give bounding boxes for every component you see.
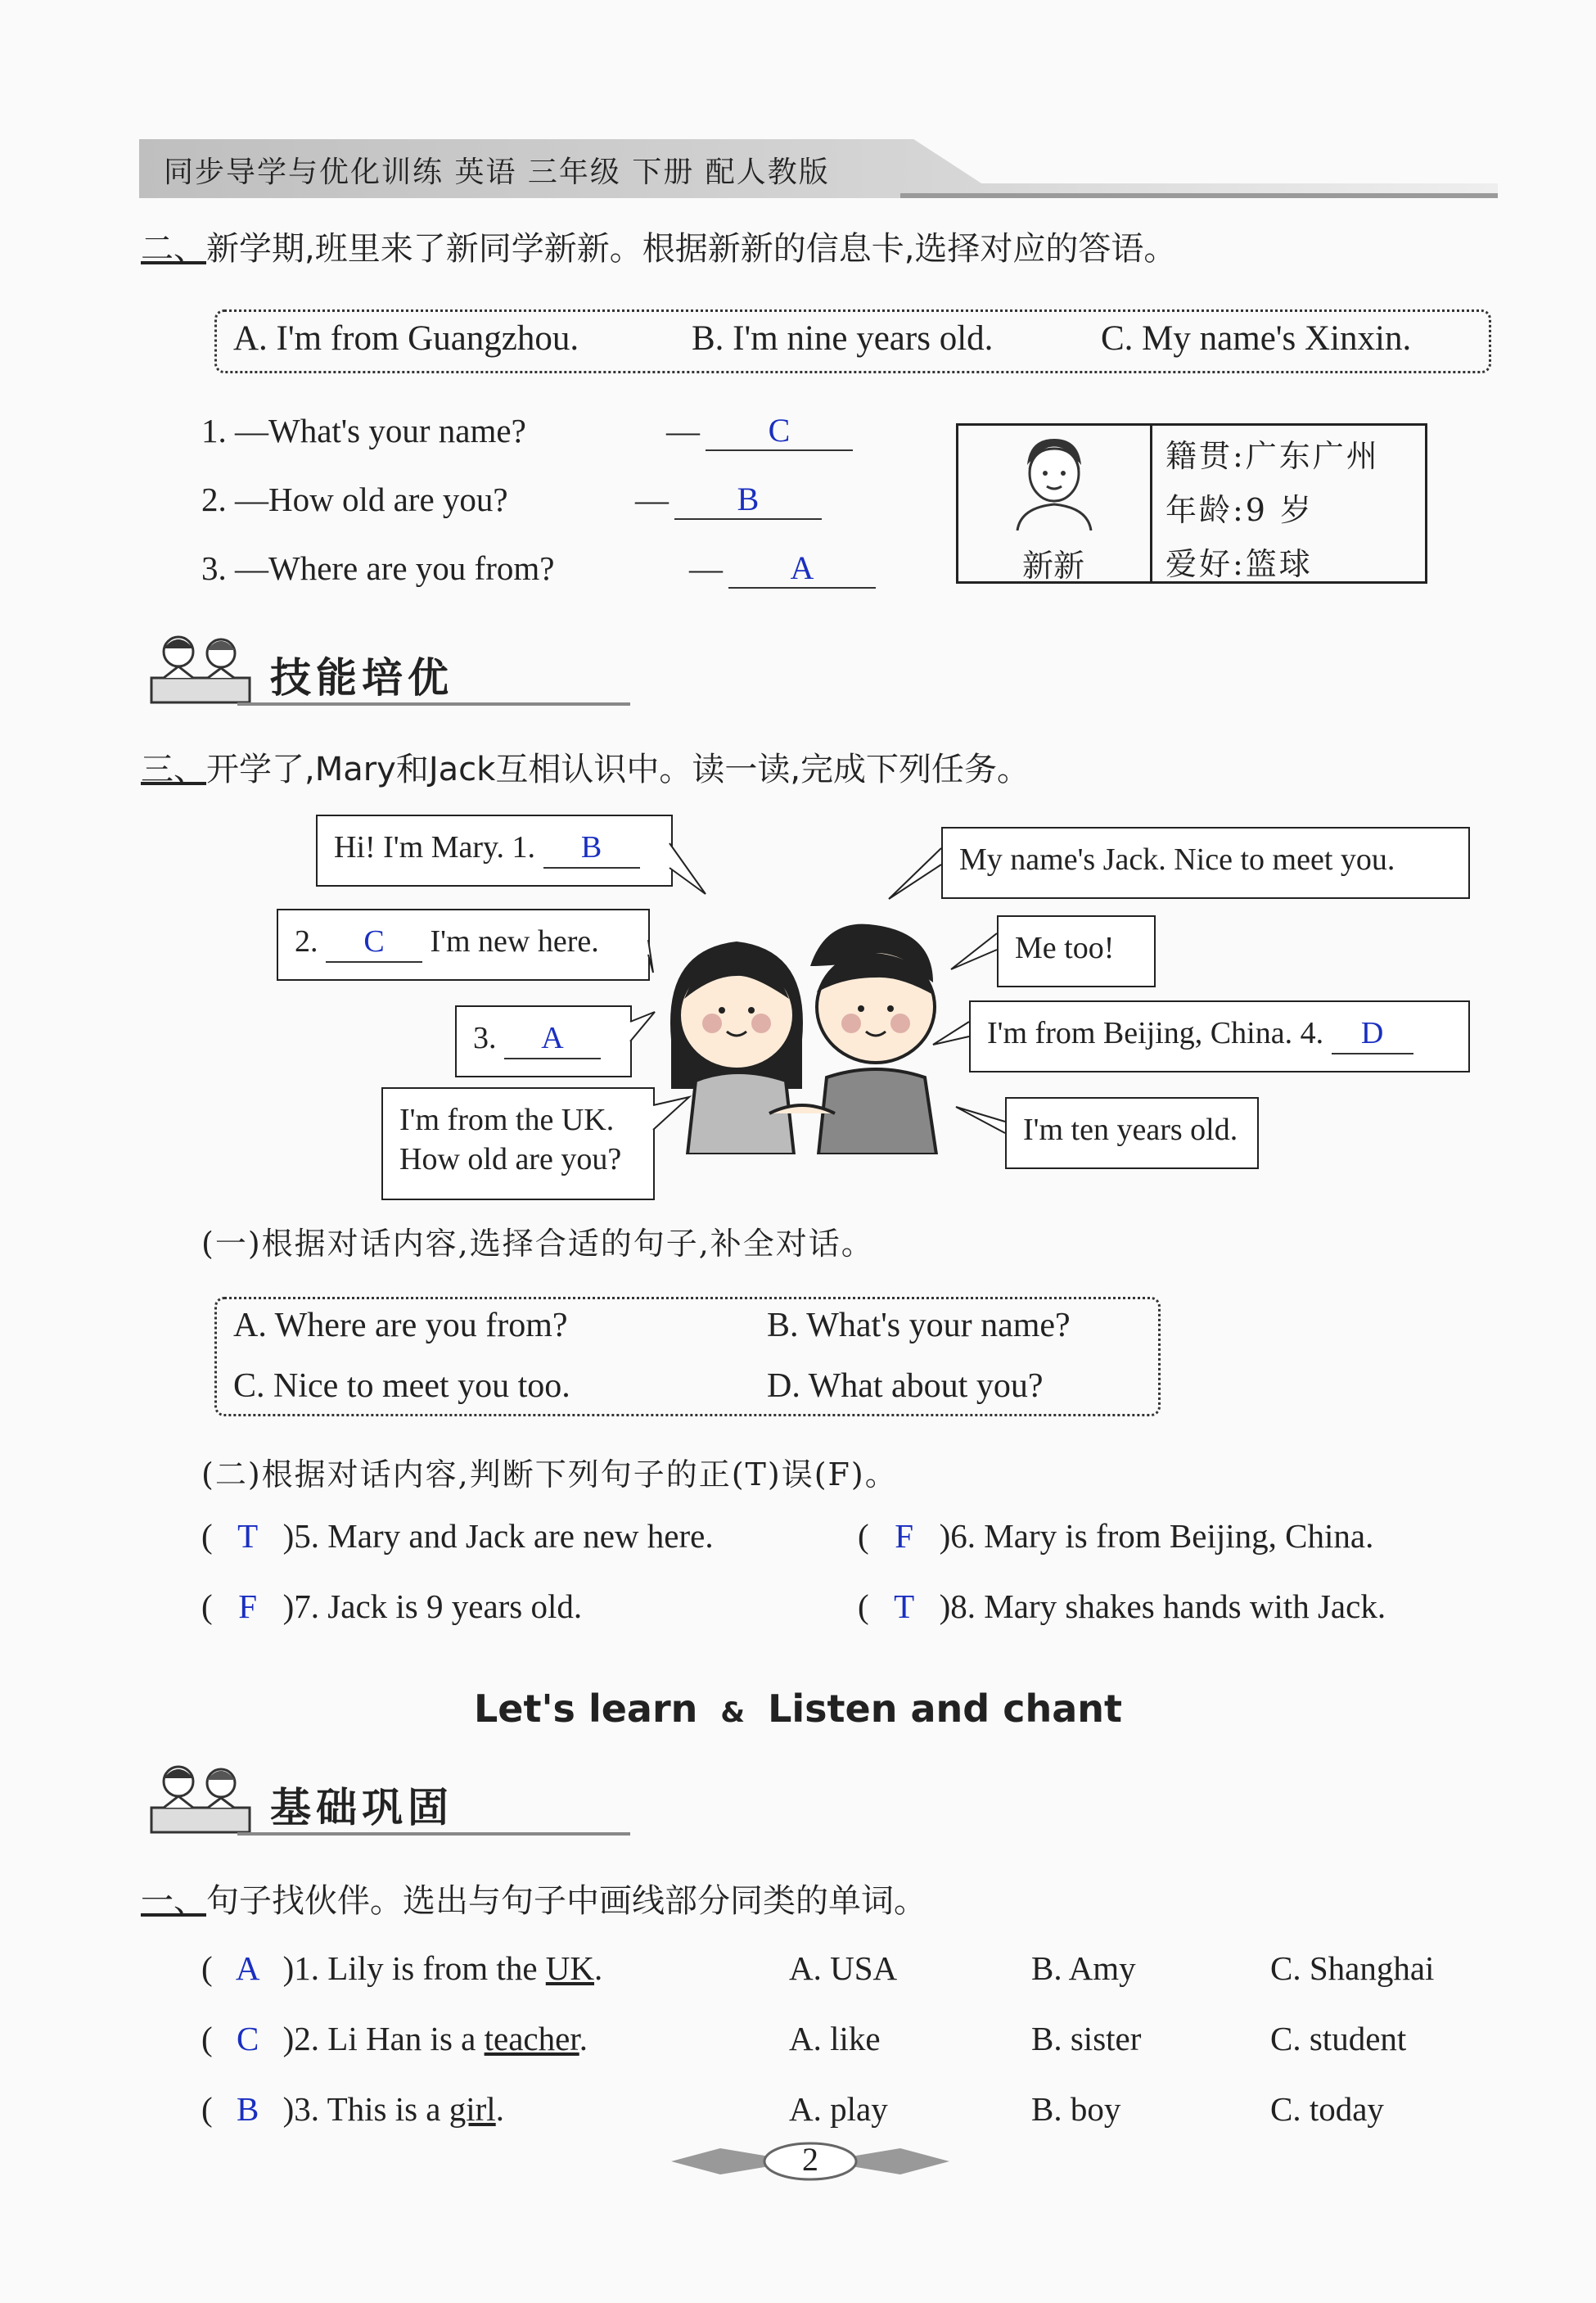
match-2-option-b: B. sister [1031,2020,1142,2057]
blank-4[interactable]: D [1332,1014,1413,1054]
lesson-title: Let's learn & Listen and chant [473,1687,1123,1731]
basics-badge-label: 基础巩固 [270,1784,453,1831]
blank-3[interactable]: A [504,1018,601,1059]
bubble-mary-1: Hi! I'm Mary. 1. B [316,815,673,887]
match-3-option-c: C. today [1270,2090,1384,2128]
match-row-2: ( C )2. Li Han is a teacher. [201,2020,588,2057]
card-name: 新新 [1021,548,1084,584]
kids-reading-icon-2 [139,1760,262,1842]
bubble-mary-3: 3. A [455,1005,632,1077]
tf-item-6: ( F )6. Mary is from Beijing, China. [858,1517,1374,1555]
match-answer-3[interactable]: B [236,2090,259,2128]
blank-2[interactable]: C [326,922,422,963]
match-3-option-a: A. play [789,2090,888,2128]
bubble-jack-4: I'm ten years old. [1005,1097,1259,1169]
match-row-3: ( B )3. This is a girl. [201,2090,504,2128]
card-age: 年龄:9 岁 [1165,492,1314,528]
match-2-option-a: A. like [789,2020,881,2057]
section-3-sub-1: (一)根据对话内容,选择合适的句子,补全对话。 [201,1226,874,1262]
match-2-option-c: C. student [1270,2020,1407,2057]
question-1-dash: — [666,412,700,449]
section-2-title: 二、新学期,班里来了新同学新新。根据新新的信息卡,选择对应的答语。 [141,230,1177,268]
match-answer-1[interactable]: A [235,1949,260,1987]
tf-answer-8[interactable]: T [894,1587,915,1625]
bubble-jack-3: I'm from Beijing, China. 4. D [969,1000,1470,1072]
tf-answer-6[interactable]: F [895,1517,914,1555]
answer-3[interactable]: A [728,549,876,589]
option-c-nice: C. Nice to meet you too. [233,1367,570,1405]
option-c: C. My name's Xinxin. [1101,319,1412,358]
page-number: 2 [802,2141,818,2178]
question-3: 3. —Where are you from? [201,549,555,587]
question-1: 1. —What's your name? [201,412,526,449]
basics-badge [139,1760,499,1842]
option-a-where: A. Where are you from? [233,1307,568,1344]
header-title: 同步导学与优化训练 英语 三年级 下册 配人教版 [164,156,830,189]
match-row-1: ( A )1. Lily is from the UK. [201,1949,603,1987]
bubble-mary-4: I'm from the UK. How old are you? [381,1087,655,1200]
option-b: B. I'm nine years old. [692,319,994,358]
card-hobby: 爱好:篮球 [1165,546,1313,582]
tf-item-7: ( F )7. Jack is 9 years old. [201,1587,583,1625]
question-2: 2. —How old are you? [201,481,508,518]
section-3-title: 三、开学了,Mary和Jack互相认识中。读一读,完成下列任务。 [141,751,1030,788]
section-3-sub-2: (二)根据对话内容,判断下列句子的正(T)误(F)。 [201,1456,898,1492]
match-1-option-b: B. Amy [1031,1949,1136,1987]
question-2-dash: — [635,481,669,518]
tf-item-8: ( T )8. Mary shakes hands with Jack. [858,1587,1386,1625]
match-1-option-c: C. Shanghai [1270,1949,1435,1987]
blank-1[interactable]: B [543,828,640,869]
tf-answer-5[interactable]: T [237,1517,259,1555]
skills-badge-label: 技能培优 [270,654,453,702]
girl-figure [670,942,803,1154]
match-1-option-a: A. USA [789,1949,898,1987]
option-a: A. I'm from Guangzhou. [233,319,579,358]
question-3-dash: — [689,549,723,587]
section-3-options-box [214,1297,1161,1416]
match-answer-2[interactable]: C [236,2020,259,2057]
bubble-jack-1: My name's Jack. Nice to meet you. [941,827,1470,899]
option-b-name: B. What's your name? [767,1307,1071,1344]
option-d-about: D. What about you? [767,1367,1044,1405]
card-hometown: 籍贯:广东广州 [1165,438,1380,474]
bubble-mary-2: 2. C I'm new here. [277,909,650,981]
tf-answer-7[interactable]: F [238,1587,258,1625]
section-1-title: 一、句子找伙伴。选出与句子中画线部分同类的单词。 [141,1882,926,1920]
kids-handshake-illustration [655,917,966,1154]
answer-1[interactable]: C [706,411,853,451]
match-3-option-b: B. boy [1031,2090,1121,2128]
tf-item-5: ( T )5. Mary and Jack are new here. [201,1517,714,1555]
answer-2[interactable]: B [674,480,822,520]
boy-figure [810,924,936,1154]
bubble-jack-2: Me too! [997,915,1156,987]
